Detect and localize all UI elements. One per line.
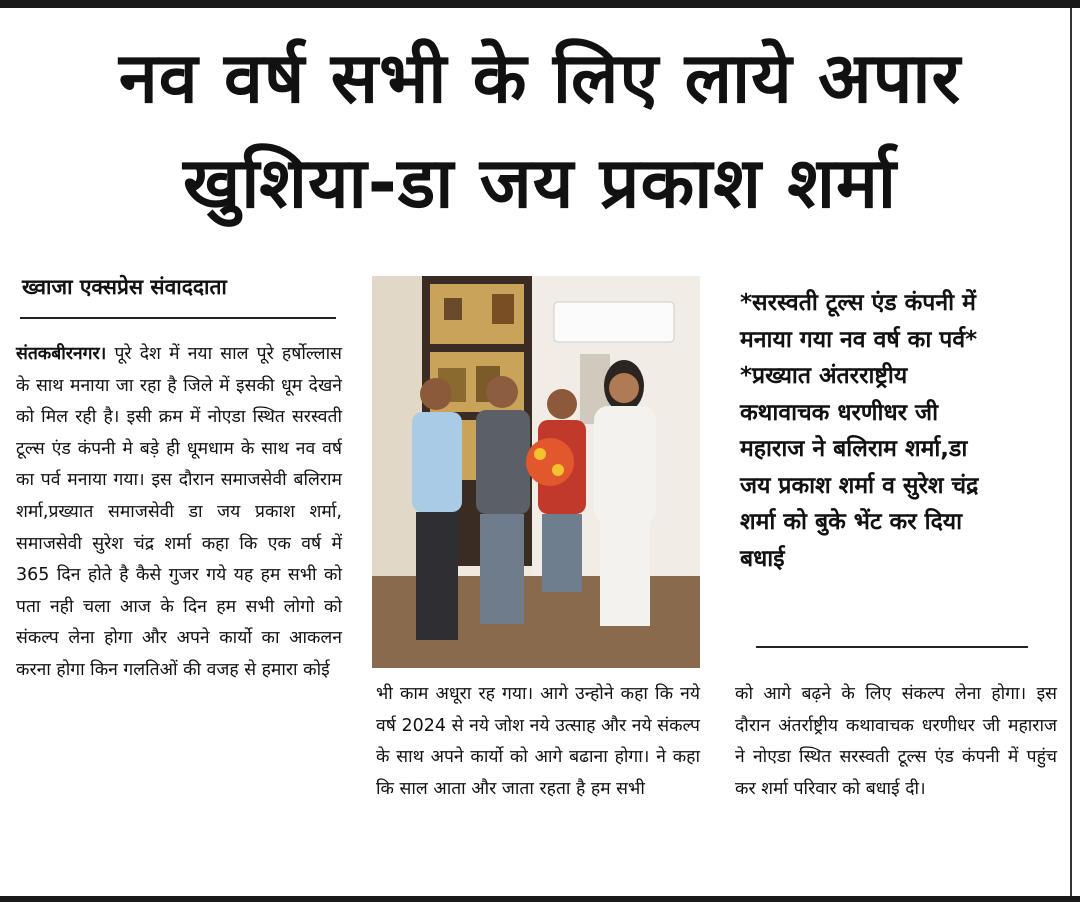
trophy-2 <box>492 294 514 324</box>
subhead-line: *सरस्वती टूल्स एंड कंपनी में <box>740 290 976 316</box>
person-1-shirt <box>412 412 462 512</box>
subhead-line: मनाया गया नव वर्ष का पर्व* <box>740 326 978 353</box>
news-photo <box>372 276 700 668</box>
person-2-blazer <box>476 410 530 514</box>
person-4-dhoti <box>600 522 650 626</box>
article-column-1 <box>16 339 342 687</box>
person-2-jeans <box>480 514 524 624</box>
subhead-line: बधाई <box>740 545 785 572</box>
subhead-line: महाराज ने बलिराम शर्मा,डा <box>740 436 968 462</box>
bottom-border <box>0 896 1080 902</box>
dateline: संतकबीरनगर। <box>16 344 107 364</box>
subhead-line: शर्मा को बुके भेंट कर दिया <box>740 509 963 535</box>
byline-rule <box>20 317 336 319</box>
person-3-jeans <box>542 514 582 592</box>
article-column-2: भी काम अधूरा रह गया। आगे उन्होने कहा कि नये वर्ष 2024 से नये जोश नये उत्साह और नये संकल्प के साथ अपने कार्यो को आगे बढाना होगा। ने कहा कि साल आता और जाता रहता है हम सभी <box>376 684 700 799</box>
bouquet <box>526 438 574 486</box>
person-1-head <box>420 378 452 410</box>
person-3-head <box>547 389 577 419</box>
subhead-line: *प्रख्यात अंतरराष्ट्रीय <box>740 363 908 389</box>
subhead-rule <box>756 646 1028 648</box>
right-border <box>1070 8 1072 896</box>
subhead-line: कथावाचक धरणीधर जी <box>740 399 939 426</box>
photo-illustration <box>372 276 700 668</box>
column-1-text: पूरे देश में नया साल पूरे हर्षोल्लास के साथ मनाया जा रहा है जिले में इसकी धूम देखने को मिल रही है। इसी क्रम में नोएडा स्थित सरस्वती टूल्स एंड कंपनी मे बड़े ही धूमधाम के साथ नव वर्ष का पर्व मनाया गया। इस दौरान समाजसेवी बलिराम शर्मा,प्रख्यात समाजसेवी डा जय प्रकाश शर्मा, समाजसेवी सुरेश चंद्र शर्मा कहा कि एक वर्ष में 365 दिन होते है कैसे गुजर गये यह हम सभी को पता नही चला आज के दिन हम सभी लोगो को संकल्प लेना होगा और अपने कार्यो का आकलन करना होगा किन गलतिओं की वजह से हमारा कोई <box>16 344 342 680</box>
top-border <box>0 0 1080 8</box>
subheadline <box>740 285 1060 577</box>
trophy-1 <box>444 298 462 320</box>
person-1-trousers <box>416 512 458 640</box>
person-4-head <box>609 373 639 403</box>
subhead-line: जय प्रकाश शर्मा व सुरेश चंद्र <box>740 472 979 499</box>
bouquet-flower-2 <box>552 464 564 476</box>
article-column-3: को आगे बढ़ने के लिए संकल्प लेना होगा। इस दौरान अंतर्राष्ट्रीय कथावाचक धरणीधर जी महाराज ने नोएडा स्थित सरस्वती टूल्स एंड कंपनी में पहुंच कर शर्मा परिवार को बधाई दी। <box>735 684 1057 799</box>
headline-line-2: खुशिया-डा जय प्रकाश शर्मा <box>183 142 897 224</box>
person-4-robe <box>594 406 656 524</box>
air-conditioner <box>554 302 674 342</box>
person-2-head <box>486 376 518 408</box>
byline: ख्वाजा एक्सप्रेस संवाददाता <box>22 275 227 299</box>
headline-line-1: नव वर्ष सभी के लिए लाये अपार <box>118 37 962 119</box>
bouquet-flower-1 <box>534 448 546 460</box>
